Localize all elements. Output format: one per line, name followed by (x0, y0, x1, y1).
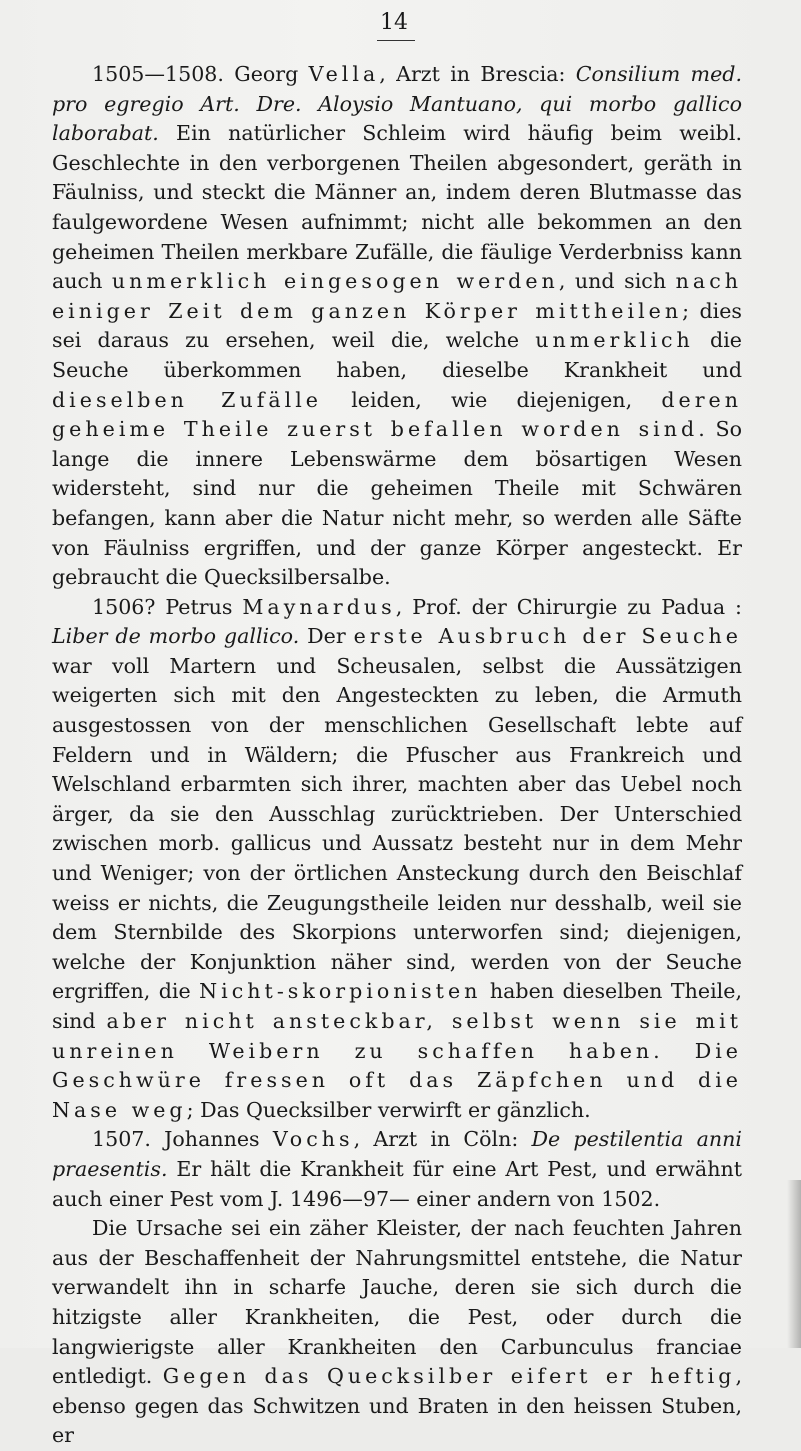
spaced-emphasis: erste Ausbruch der Seuche (353, 624, 742, 649)
body-text (52, 60, 742, 1451)
text-run: Er hält die Krankheit für eine Art Pest, und erwähnt auch einer Pest vom J. 1496—97— einer andern von 1502. (52, 1156, 742, 1211)
italic-title: De pestilentia anni praesentis. (52, 1127, 742, 1181)
text-run: Die Ursache sei ein zäher Kleister, der nach feuchten Jahren aus der Beschaffenheit der Nahrungsmittel entstehe, die Natur verwandelt ihn in scharfe Jauche, deren sie sich durch die hitzigste aller Krankheiten, die Pest, oder durch die langwierigste aller Krankheiten den Carbunculus franciae entledigt. (52, 1216, 742, 1389)
text-run: Ein natürlicher Schleim wird häufig beim weibl. Geschlechte in den verborgenen Theilen abgesondert, geräth in Fäulniss, und steckt die Männer an, indem deren Blutmasse das faulgewordene Wesen aufnimmt; nicht alle bekommen an den geheimen Theilen merkbare Zufälle, die fäulige Verderbniss kann auch (52, 121, 742, 294)
text-run: , und sich (558, 269, 676, 294)
spaced-emphasis: deren geheime Theile zuerst befallen worden sind (52, 387, 743, 442)
page-number: 14 (380, 10, 408, 35)
paragraph (52, 593, 742, 1126)
italic-title: Liber de morbo gallico. (52, 624, 300, 649)
text-run: war voll Martern und Scheusalen, selbst die Aussätzigen weigerten sich mit den Angesteckten zu leben, die Armuth ausgestossen von der menschlichen Gesellschaft lebte auf Feldern und in Wäldern; die Pfuscher aus Frankreich und Welschland erbarmten sich ihrer, machten aber das Uebel noch ärger, da sie den Ausschlag zurücktrieben. Der Unterschied zwischen morb. gallicus und Aussatz besteht nur in dem Mehr und Weniger; von der örtlichen Ansteckung durch den Beischlaf weiss er nichts, die Zeugungstheile leiden nur desshalb, weil sie dem Sternbilde des Skorpions unterworfen sind; diejenigen, welche der Konjunktion näher sind, werden von der Seuche ergriffen, die (52, 653, 742, 1004)
spaced-emphasis: Maynardus (242, 594, 396, 619)
spaced-emphasis: unmerklich (535, 328, 694, 353)
text-run: 1506? Petrus (92, 594, 243, 619)
text-run: Der (299, 624, 354, 649)
text-run: ; Das Quecksilber verwirft er gänzlich. (186, 1097, 591, 1122)
paragraph (52, 1214, 742, 1451)
spaced-emphasis: Nicht-skorpionisten (199, 979, 482, 1004)
spaced-emphasis: Gegen das Quecksilber eifert er heftig (162, 1364, 736, 1389)
spaced-emphasis: unmerklich eingesogen werden (111, 269, 559, 294)
italic-title: Consilium med. pro egregio Art. Dre. Aloysio Mantuano, qui morbo gallico laborabat. (52, 62, 742, 146)
spaced-emphasis: nach einiger Zeit dem ganzen Körper mittheilen (52, 269, 742, 323)
text-run: . So lange die innere Lebenswärme dem bösartigen Wesen widersteht, sind nur die geheimen Theile mit Schwären befangen, kann aber die Natur nicht mehr, so werden alle Säfte von Fäulniss ergriffen, und der ganze Körper angesteckt. Er gebraucht die Quecksilbersalbe. (52, 417, 742, 590)
paragraph (52, 60, 742, 593)
text-run: , Arzt in Brescia: (379, 62, 576, 86)
spaced-emphasis: Vella (308, 62, 380, 86)
text-run: 1505—1508. Georg (92, 62, 309, 86)
text-run: die Seuche überkommen haben, dieselbe Krankheit und (52, 328, 742, 382)
page-edge-shadow (787, 1180, 801, 1348)
text-run: haben dieselben Theile, sind (52, 979, 742, 1033)
text-run: ; dies sei daraus zu ersehen, weil die, welche (52, 298, 742, 353)
spaced-emphasis: Vochs (272, 1127, 354, 1152)
paragraph (52, 1125, 742, 1214)
text-run: , Arzt in Cöln: (353, 1127, 532, 1152)
text-run: , Prof. der Chirurgie zu Padua : (395, 594, 742, 619)
page-number-rule (377, 40, 415, 41)
text-run: 1507. Johannes (92, 1127, 273, 1152)
text-run: leiden, wie diejenigen, (321, 387, 662, 412)
spaced-emphasis: dieselben Zufälle (52, 387, 322, 412)
spaced-emphasis: aber nicht ansteckbar, selbst wenn sie mit unreinen Weibern zu schaffen haben. Die Geschwüre fressen oft das Zäpfchen und die Nase weg (52, 1009, 742, 1122)
text-run: , ebenso gegen das Schwitzen und Braten in den heissen Stuben, er (52, 1364, 742, 1448)
